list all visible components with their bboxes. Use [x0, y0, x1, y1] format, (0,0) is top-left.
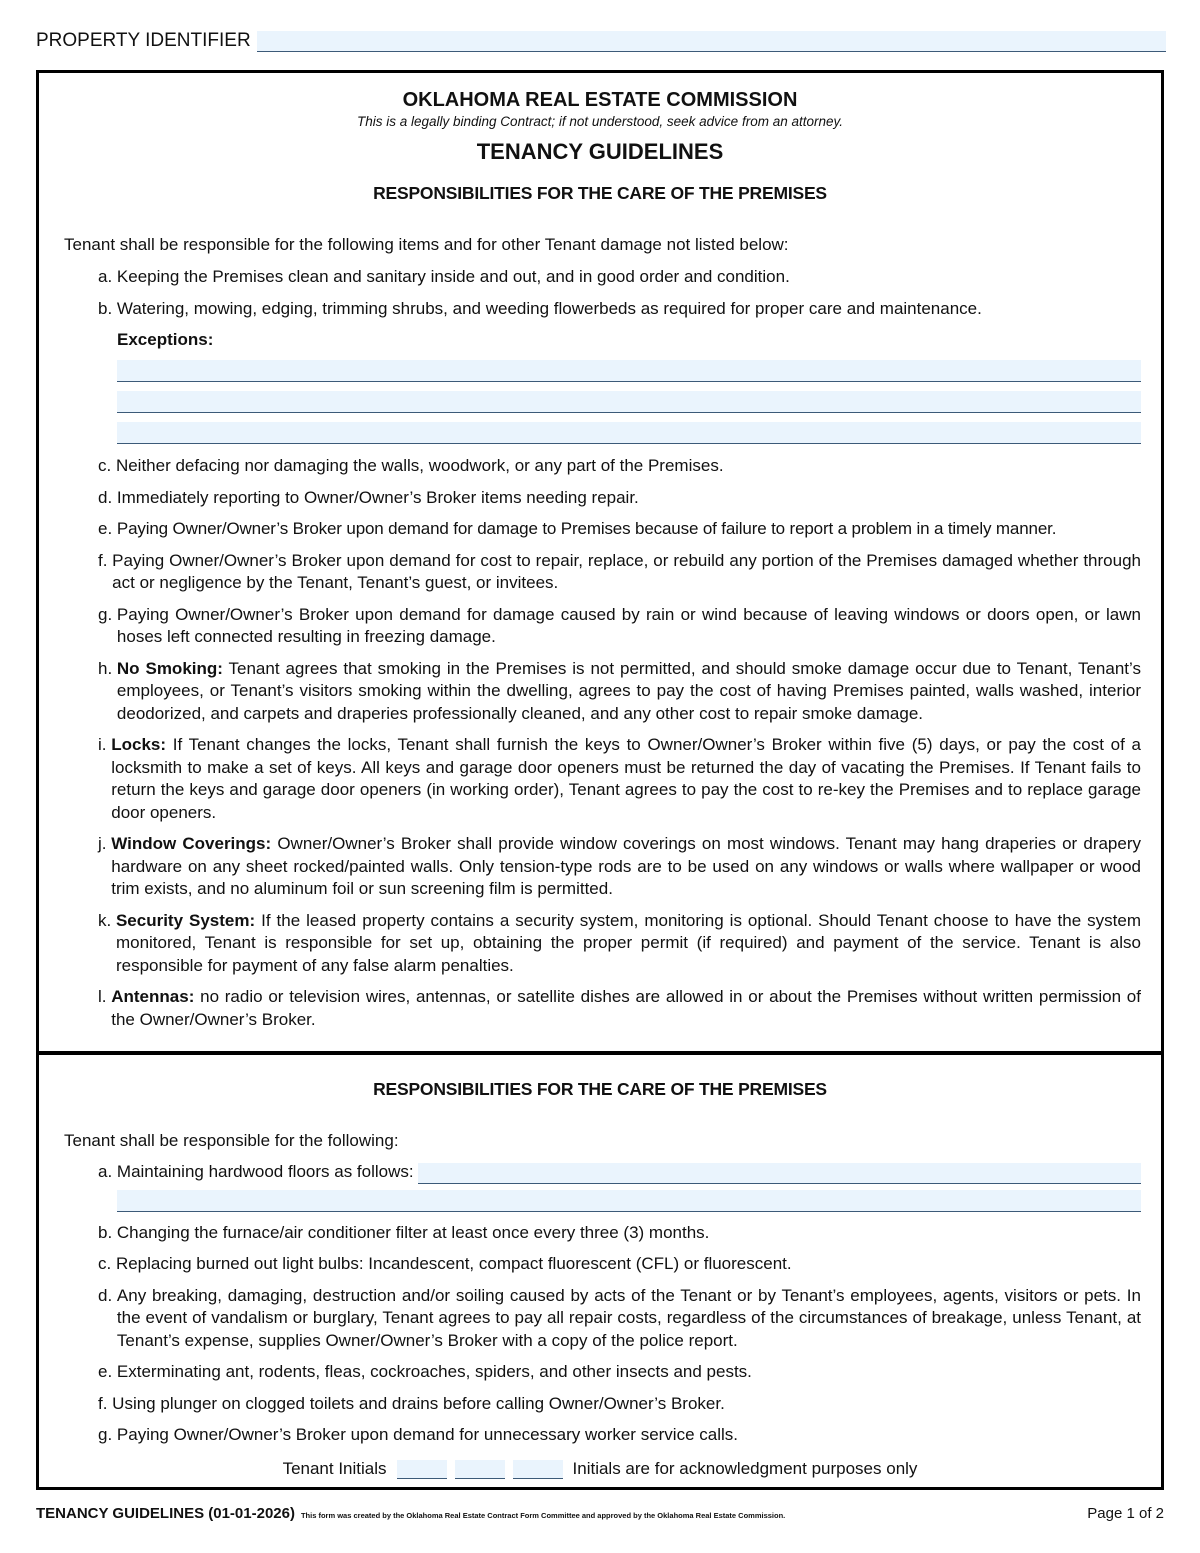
tenant-maintenance-box	[36, 1052, 1164, 1490]
item-text: Paying Owner/Owner’s Broker upon demand for unnecessary worker service calls.	[116, 1425, 738, 1444]
list-item	[98, 986, 1141, 1031]
exceptions-field-1[interactable]	[117, 360, 1141, 382]
list-item	[98, 1393, 1141, 1416]
item-text: Maintaining hardwood floors as follows:	[116, 1162, 414, 1181]
item-text: Neither defacing nor damaging the walls, woodwork, or any part of the Premises.	[115, 456, 724, 475]
section-intro: Tenant shall be responsible for the following:	[64, 1131, 399, 1150]
exceptions-field-3[interactable]	[117, 422, 1141, 444]
item-list	[98, 266, 1141, 1040]
item-heading: No Smoking:	[116, 658, 223, 678]
item-marker: i.	[98, 735, 112, 754]
item-marker: b.	[98, 1222, 117, 1242]
item-text: no radio or television wires, antennas, or satellite dishes are allowed in or about the Premises without written permission of the Owner/Owner’s Broker.	[111, 987, 1141, 1029]
tenant-initials-row	[39, 1459, 1161, 1479]
property-identifier-row	[36, 30, 1166, 52]
item-marker: c.	[98, 456, 116, 475]
form-identifier: TENANCY GUIDELINES (01-01-2026)	[36, 1505, 295, 1522]
item-text: Immediately reporting to Owner/Owner’s Broker items needing repair.	[116, 487, 639, 507]
tenant-initials-field-1[interactable]	[397, 1460, 447, 1479]
list-item	[98, 734, 1141, 824]
item-marker: g.	[98, 604, 117, 624]
section-heading: RESPONSIBILITIES FOR THE CARE OF THE PREMISES	[373, 183, 827, 203]
form-small-print: This form was created by the Oklahoma Real Estate Contract Form Committee and approved by the Oklahoma Real Estate Commission.	[300, 1511, 786, 1520]
item-marker: k.	[98, 910, 116, 930]
agency-title: OKLAHOMA REAL ESTATE COMMISSION	[402, 89, 798, 111]
list-item	[98, 1222, 1141, 1245]
tenant-initials-field-3[interactable]	[513, 1460, 563, 1479]
tenant-responsibilities-box	[36, 70, 1164, 1054]
item-text: Paying Owner/Owner’s Broker upon demand for damage caused by rain or wind because of leaving windows or doors open, or lawn hoses left connected resulting in freezing damage.	[116, 604, 1141, 646]
item-marker: g.	[98, 1425, 117, 1444]
hardwood-floors-field-1[interactable]	[418, 1163, 1141, 1184]
list-item	[98, 604, 1141, 649]
list-item	[98, 1253, 1141, 1276]
item-marker: a.	[98, 1162, 117, 1181]
page-footer	[36, 1505, 1164, 1522]
property-identifier-label: PROPERTY IDENTIFIER	[36, 30, 251, 51]
list-item	[98, 1361, 1141, 1384]
list-item	[98, 833, 1141, 901]
item-heading: Security System:	[115, 910, 256, 930]
item-text: Any breaking, damaging, destruction and/or soiling caused by acts of the Tenant or by Tenant’s employees, agents, visitors or pets. In the event of vandalism or burglary, Tenant agrees to pay all repair costs, regardless of the circumstances of breakage, unless Tenant, at Tenant’s expense, supplies Owner/Owner’s Broker with a copy of the police report.	[116, 1285, 1141, 1350]
item-text: Exterminating ant, rodents, fleas, cockroaches, spiders, and other insects and pests.	[116, 1362, 752, 1381]
list-item	[98, 910, 1141, 978]
item-text: Using plunger on clogged toilets and drains before calling Owner/Owner’s Broker.	[112, 1393, 725, 1413]
legal-disclaimer: This is a legally binding Contract; if not understood, seek advice from an attorney.	[356, 114, 843, 129]
item-list	[98, 1161, 1141, 1456]
list-item	[98, 1285, 1141, 1353]
hardwood-floors-field-2[interactable]	[117, 1190, 1141, 1212]
item-marker: c.	[98, 1254, 116, 1273]
item-text: Paying Owner/Owner’s Broker upon demand for damage to Premises because of failure to report a problem in a timely manner.	[116, 519, 1057, 538]
list-item	[98, 658, 1141, 726]
property-identifier-field[interactable]	[257, 31, 1166, 52]
tenant-initials-label: Tenant Initials	[282, 1459, 387, 1478]
item-text: Watering, mowing, edging, trimming shrubs, and weeding flowerbeds as required for proper care and maintenance.	[116, 298, 982, 318]
item-text: Keeping the Premises clean and sanitary inside and out, and in good order and condition.	[116, 267, 790, 286]
item-marker: h.	[98, 658, 117, 678]
item-text: Owner/Owner’s Broker shall provide window coverings on most windows. Tenant may hang draperies or drapery hardware on any sheet rocked/painted walls. Only tension-type rods are to be used on any windows or walls where wallpaper or wood trim exists, and no aluminum foil or sun screening film is permitted.	[111, 834, 1141, 898]
item-text: Replacing burned out light bulbs: Incandescent, compact fluorescent (CFL) or fluorescent.	[115, 1254, 792, 1273]
form-title: TENANCY GUIDELINES	[476, 139, 724, 164]
item-marker: f.	[98, 1393, 113, 1413]
item-marker: j.	[98, 834, 112, 853]
list-item	[98, 518, 1141, 541]
section-intro: Tenant shall be responsible for the following items and for other Tenant damage not listed below:	[64, 235, 789, 254]
item-marker: b.	[98, 298, 117, 318]
section-heading: RESPONSIBILITIES FOR THE CARE OF THE PREMISES	[373, 1079, 827, 1099]
list-item	[98, 1161, 1141, 1184]
item-marker: l.	[98, 987, 112, 1006]
item-text: If the leased property contains a security system, monitoring is optional. Should Tenant choose to have the system monitored, Tenant is responsible for set up, obtaining the proper permit (if required) and payment of the service. Tenant is also responsible for payment of any false alarm penalties.	[115, 910, 1141, 975]
item-marker: e.	[98, 519, 117, 538]
list-item	[98, 1424, 1141, 1447]
item-text: If Tenant changes the locks, Tenant shall furnish the keys to Owner/Owner’s Broker within five (5) days, or pay the cost of a locksmith to make a set of keys. All keys and garage door openers must be returned the day of vacating the Premises. If Tenant fails to return the keys and garage door openers (in working order), Tenant agrees to pay the cost to re-key the Premises and to replace garage door openers.	[111, 735, 1141, 822]
item-heading: Locks:	[111, 735, 167, 754]
item-heading: Antennas:	[111, 987, 195, 1006]
item-marker: f.	[98, 550, 113, 570]
list-item	[98, 266, 1141, 289]
exceptions-field-2[interactable]	[117, 391, 1141, 413]
item-marker: e.	[98, 1362, 117, 1381]
item-marker: d.	[98, 487, 117, 507]
list-item	[98, 455, 1141, 478]
item-text: Tenant agrees that smoking in the Premises is not permitted, and should smoke damage occur due to Tenant, Tenant’s employees, or Tenant’s visitors smoking within the dwelling, agrees to pay the cost of having Premises painted, walls washed, interior deodorized, and carpets and draperies professionally cleaned, and any other cost to repair smoke damage.	[116, 658, 1141, 723]
item-text: Paying Owner/Owner’s Broker upon demand for cost to repair, replace, or rebuild any portion of the Premises damaged whether through act or negligence by the Tenant, Tenant’s guest, or invitees.	[112, 550, 1141, 592]
tenant-initials-field-2[interactable]	[455, 1460, 505, 1479]
list-item	[98, 550, 1141, 595]
initials-note: Initials are for acknowledgment purposes only	[572, 1459, 918, 1478]
item-text: Changing the furnace/air conditioner filter at least once every three (3) months.	[116, 1222, 710, 1242]
exceptions-label: Exceptions:	[117, 330, 214, 349]
list-item	[98, 298, 1141, 321]
page-number: Page 1 of 2	[1087, 1505, 1164, 1522]
item-heading: Window Coverings:	[111, 834, 272, 853]
list-item	[98, 487, 1141, 510]
item-marker: d.	[98, 1285, 117, 1305]
item-marker: a.	[98, 267, 117, 286]
